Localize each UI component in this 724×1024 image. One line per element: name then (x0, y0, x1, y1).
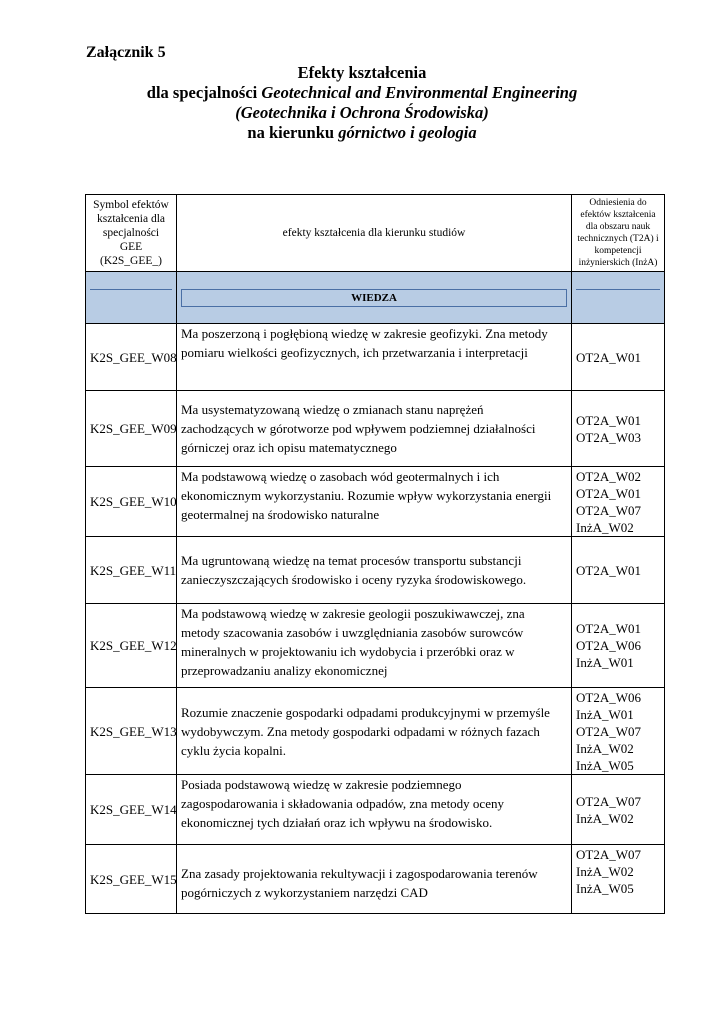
learning-outcomes-table (85, 194, 665, 914)
row-references (572, 775, 665, 845)
table-row (86, 324, 665, 391)
table-row (86, 391, 665, 467)
reference-code: InżA_W01 (576, 655, 634, 670)
heading-line-1: Efekty kształcenia (297, 63, 427, 82)
annex-label: Załącznik 5 (86, 44, 166, 61)
reference-code: InżA_W02 (576, 864, 634, 879)
header-refs-line: technicznych (T2A) i (577, 234, 659, 244)
table-row (86, 845, 665, 914)
specialization-polish-name: (Geotechnika i Ochrona Środowiska) (235, 103, 489, 122)
reference-code: InżA_W01 (576, 707, 634, 722)
row-symbol: K2S_GEE_W14 (86, 775, 177, 845)
header-references (572, 195, 665, 272)
heading-line-3 (0, 103, 724, 123)
reference-code: OT2A_W07 (576, 724, 641, 739)
reference-code: InżA_W02 (576, 741, 634, 756)
reference-code: InżA_W02 (576, 520, 634, 535)
table-row (86, 537, 665, 604)
specialization-name: Geotechnical and Environmental Engineering (261, 83, 578, 102)
description-line: ekonomicznym wykorzystaniu. Rozumie wpływ wykorzystania energii (181, 488, 552, 503)
table-row (86, 604, 665, 688)
description-line: Zna zasady projektowania rekultywacji i zagospodarowania terenów (181, 866, 538, 881)
row-symbol: K2S_GEE_W13 (86, 688, 177, 775)
header-symbol-line: specjalności (102, 227, 160, 239)
reference-code: OT2A_W06 (576, 638, 641, 653)
reference-code: OT2A_W01 (576, 486, 641, 501)
reference-code: OT2A_W03 (576, 429, 641, 445)
table-row (86, 467, 665, 537)
heading-line-2 (0, 83, 724, 103)
description-line: geotermalnej na środowisko naturalne (181, 507, 380, 522)
table-rows (86, 324, 665, 914)
header-refs-line: Odniesienia do (589, 198, 647, 208)
row-references (572, 604, 665, 688)
row-symbol: K2S_GEE_W12 (86, 604, 177, 688)
reference-code: InżA_W05 (576, 758, 634, 773)
heading-line-4-prefix: na kierunku (247, 123, 339, 142)
description-line: górniczej oraz ich opisu matematycznego (181, 440, 397, 455)
description-line: przeprowadzaniu analizy ekonomicznej (181, 663, 388, 678)
description-line: Ma ugruntowaną wiedzę na temat procesów transportu substancji (181, 553, 522, 568)
reference-code: InżA_W02 (576, 810, 634, 826)
header-symbol-line: kształcenia dla (96, 213, 165, 225)
row-symbol: K2S_GEE_W11 (86, 537, 177, 604)
reference-code: OT2A_W01 (576, 349, 641, 365)
table-header-row (86, 195, 665, 272)
section-cell (572, 272, 665, 324)
header-refs-line: inżynierskich (InżA) (578, 258, 658, 268)
reference-code: OT2A_W07 (576, 847, 641, 862)
section-bar (576, 289, 660, 306)
header-refs-line: efektów kształcenia (580, 210, 656, 220)
reference-code: OT2A_W02 (576, 469, 641, 484)
description-line: zachodzących w górotworze pod wpływem podziemnej działalności (181, 421, 536, 436)
row-references (572, 324, 665, 391)
document-heading (0, 63, 724, 143)
header-symbol-line: GEE (119, 241, 143, 253)
reference-code: OT2A_W07 (576, 793, 641, 809)
section-title: WIEDZA (181, 289, 567, 307)
row-symbol: K2S_GEE_W15 (86, 845, 177, 914)
header-symbol-line: Symbol efektów (93, 199, 169, 211)
description-line: Rozumie znaczenie gospodarki odpadami produkcyjnymi w przemyśle (181, 704, 550, 720)
reference-code: OT2A_W07 (576, 503, 641, 518)
description-line: Ma usystematyzowaną wiedzę o zmianach stanu naprężeń (181, 402, 484, 417)
row-description (177, 537, 572, 604)
row-description (177, 324, 572, 391)
row-symbol: K2S_GEE_W10 (86, 467, 177, 537)
section-bar (90, 289, 172, 306)
row-description (177, 845, 572, 914)
row-symbol: K2S_GEE_W08 (86, 324, 177, 391)
description-line: Posiada podstawową wiedzę w zakresie podziemnego (181, 777, 462, 792)
section-row-knowledge (86, 272, 665, 324)
description-line: zanieczyszczających środowisko i oceny ryzyka środowiskowego. (181, 572, 527, 587)
description-line: pomiaru wielkości geofizycznych, ich przetwarzania i interpretacji (181, 345, 528, 360)
description-line: Ma poszerzoną i pogłębioną wiedzę w zakresie geofizyki. Zna metody (181, 326, 548, 341)
row-description (177, 604, 572, 688)
heading-line-2-prefix: dla specjalności (146, 83, 262, 102)
reference-code: OT2A_W06 (576, 690, 641, 705)
row-references (572, 467, 665, 537)
table-row (86, 688, 665, 775)
row-references (572, 537, 665, 604)
row-references (572, 391, 665, 467)
row-description (177, 688, 572, 775)
description-line: mineralnych w projektowaniu ich wydobycia i przeróbki oraz w (181, 644, 515, 659)
header-refs-line: kompetencji (594, 246, 642, 256)
row-symbol: K2S_GEE_W09 (86, 391, 177, 467)
description-line: metody szacowania zasobów i uwzględniania zasobów surowców (181, 625, 524, 640)
section-cell (86, 272, 177, 324)
heading-line-4 (0, 123, 724, 143)
description-line: wydobywczym. Zna metody gospodarki odpadami w różnych fazach (181, 723, 540, 739)
header-symbol-line: (K2S_GEE_) (100, 255, 162, 267)
header-refs-line: dla obszaru nauk (585, 222, 651, 232)
row-description (177, 391, 572, 467)
reference-code: OT2A_W01 (576, 412, 641, 428)
row-description (177, 467, 572, 537)
field-of-study: górnictwo i geologia (338, 123, 477, 142)
description-line: Ma podstawową wiedzę w zakresie geologii poszukiwawczej, zna (181, 606, 525, 621)
row-references (572, 845, 665, 914)
description-line: zagospodarowania i składowania odpadów, zna metody oceny (181, 796, 504, 811)
description-line: ekonomicznej tych działań oraz ich wpływu na środowisko. (181, 815, 493, 830)
reference-code: OT2A_W01 (576, 621, 641, 636)
row-references (572, 688, 665, 775)
description-line: cyklu życia kopalni. (181, 742, 287, 758)
header-effects: efekty kształcenia dla kierunku studiów (177, 195, 572, 272)
section-cell (177, 272, 572, 324)
reference-code: InżA_W05 (576, 881, 634, 896)
header-symbol (86, 195, 177, 272)
table-row (86, 775, 665, 845)
description-line: Ma podstawową wiedzę o zasobach wód geotermalnych i ich (181, 469, 500, 484)
reference-code: OT2A_W01 (576, 562, 641, 578)
row-description (177, 775, 572, 845)
description-line: pogórniczych z wykorzystaniem narzędzi CAD (181, 885, 428, 900)
